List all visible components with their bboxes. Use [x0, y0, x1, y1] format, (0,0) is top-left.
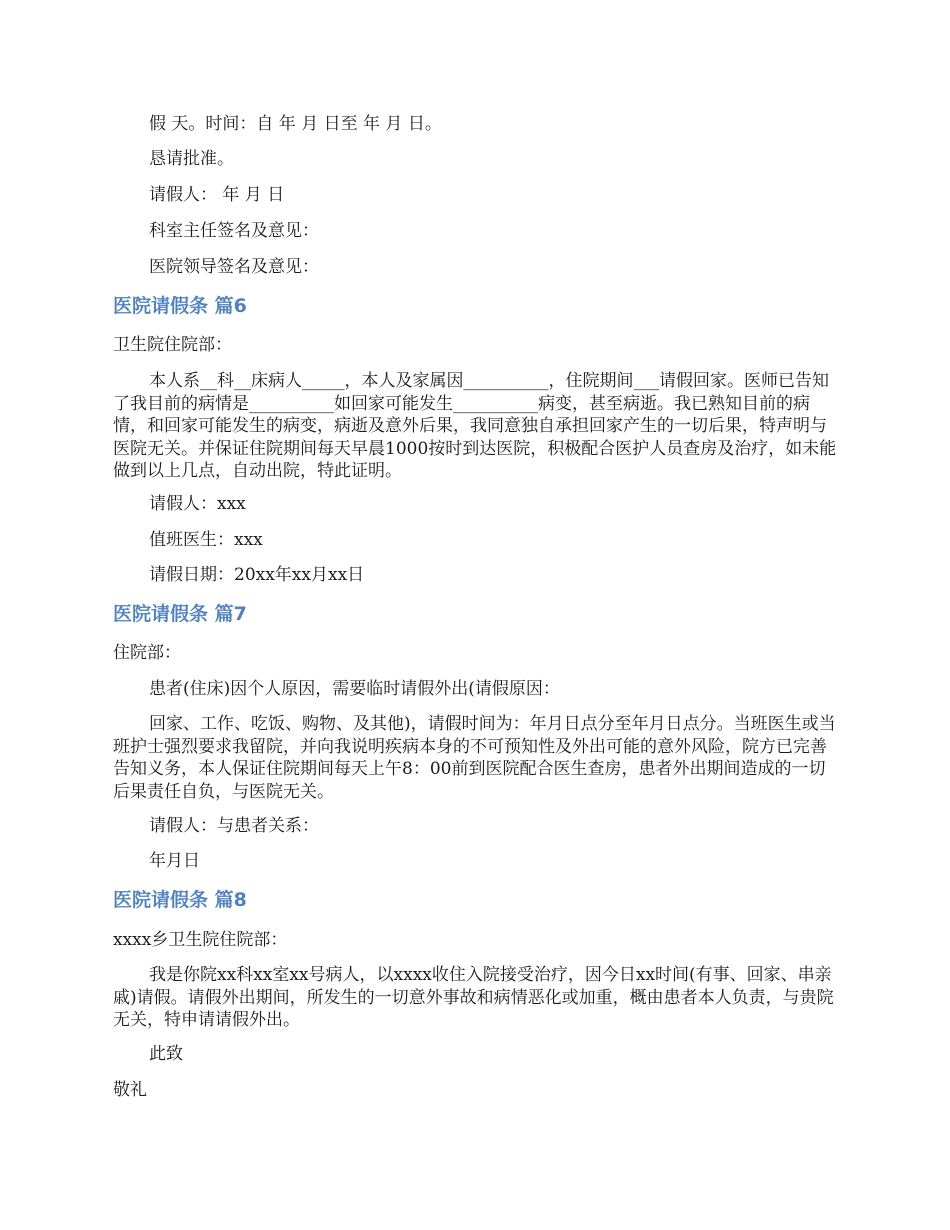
section-8-heading: 医院请假条 篇8 [113, 889, 247, 911]
approve-line: 恳请批准。 [149, 149, 234, 169]
section-7-addressee: 住院部： [113, 643, 181, 663]
leader-signature-line: 医院领导签名及意见： [149, 257, 319, 277]
applicant-date-line: 请假人： 年 月 日 [149, 185, 285, 205]
section-7-body: 回家、工作、吃饭、购物、及其他)，请假时间为：年月日点分至年月日点分。当班医生或当班护士强烈要求我留院，并向我说明疾病本身的不可预知性及外出可能的意外风险，院方已完善告知义务，本人保证住院期间每天上午8：00前到医院配合医生查房，患者外出期间造成的一切后果责任自负，与医院无关。 [113, 714, 836, 802]
section-6-body: 本人系__科__床病人_____，本人及家属因__________，住院期间___请假回家。医师已告知了我目前的病情是__________如回家可能发生__________病变，甚至病逝。我已熟知目前的病情，和回家可能发生的病变，病逝及意外后果，我同意独自承担回家产生的一切后果，特声明与医院无关。并保证住院期间每天早晨1000按时到达医院，积极配合医护人员查房及治疗，如未能做到以上几点，自动出院，特此证明。 [113, 371, 837, 481]
section-6-addressee: 卫生院住院部： [113, 335, 232, 355]
section-8-addressee: xxxx乡卫生院住院部： [113, 930, 288, 950]
section-8-closing-2: 敬礼 [113, 1080, 147, 1100]
section-6-date: 请假日期：20xx年xx月xx日 [149, 565, 365, 585]
section-8-body: 我是你院xx科xx室xx号病人，以xxxx收住入院接受治疗，因今日xx时间(有事、回家、串亲戚)请假。请假外出期间，所发生的一切意外事故和病情恶化或加重，概由患者本人负责，与贵院无关，特申请请假外出。 [113, 965, 834, 1030]
time-line: 假 天。时间：自 年 月 日至 年 月 日。 [149, 114, 442, 134]
section-6-doctor: 值班医生：xxx [149, 530, 263, 550]
dept-head-signature-line: 科室主任签名及意见： [149, 221, 319, 241]
section-7-heading: 医院请假条 篇7 [113, 603, 247, 625]
section-7-line1: 患者(住床)因个人原因，需要临时请假外出(请假原因： [149, 679, 560, 699]
section-6-heading: 医院请假条 篇6 [113, 295, 247, 317]
section-7-date: 年月日 [149, 851, 200, 871]
section-6-applicant: 请假人：xxx [149, 494, 246, 514]
section-8-closing-1: 此致 [149, 1044, 183, 1064]
section-7-applicant: 请假人：与患者关系： [149, 816, 319, 836]
